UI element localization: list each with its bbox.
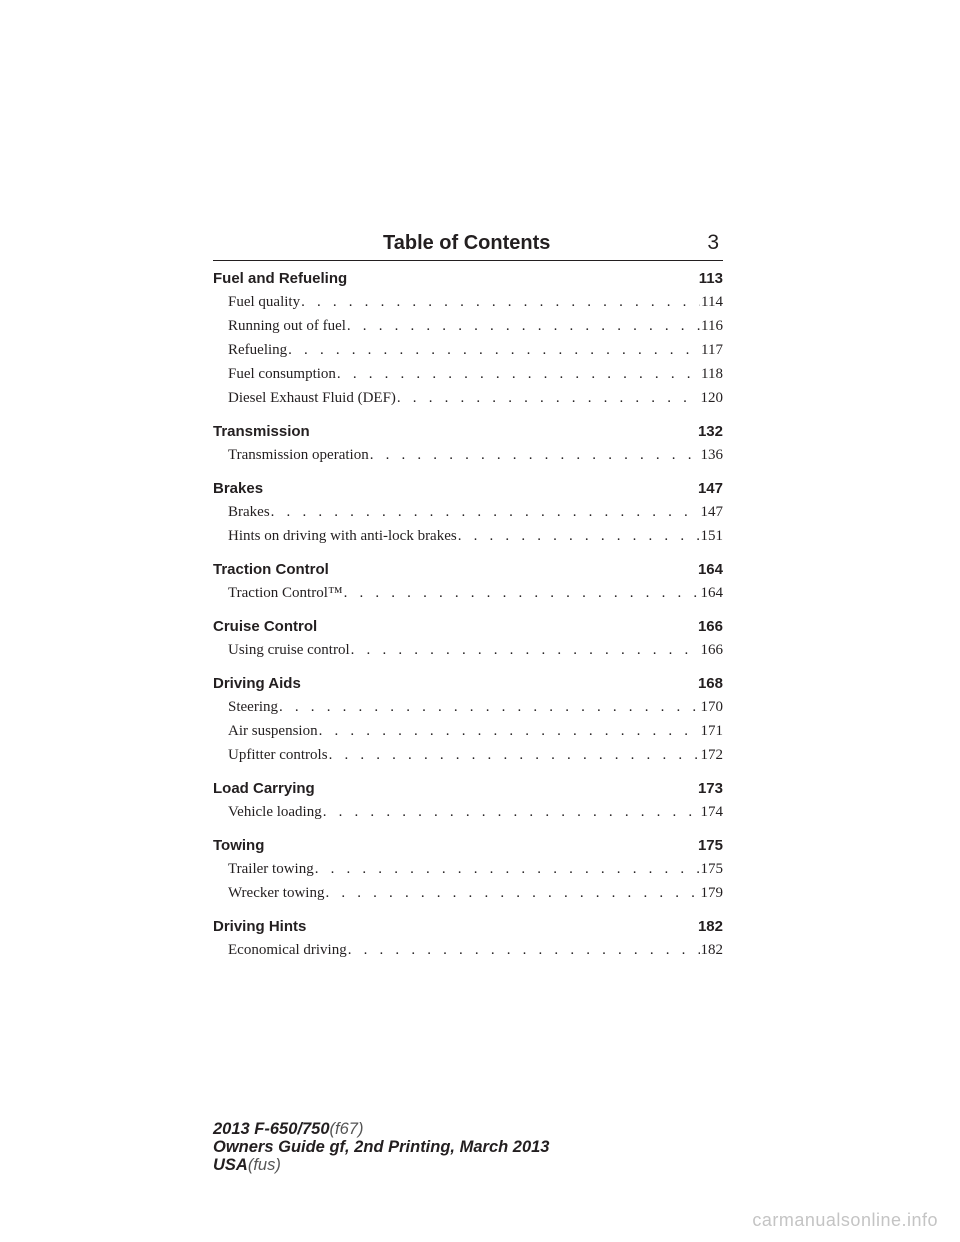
section-heading[interactable] xyxy=(213,559,723,582)
section-page: 132 xyxy=(697,423,723,440)
toc-section xyxy=(213,673,723,768)
entry-title: Using cruise control xyxy=(228,642,350,658)
section-title: Brakes xyxy=(213,480,264,497)
page-number: 3 xyxy=(707,231,719,254)
entry-page: 171 xyxy=(700,723,723,739)
toc-entry[interactable] xyxy=(213,639,723,663)
footer-market-code: (fus) xyxy=(247,1156,281,1174)
entry-page: 182 xyxy=(700,942,723,958)
section-heading[interactable] xyxy=(213,421,723,444)
dot-leader xyxy=(344,582,700,606)
entry-title: Fuel consumption xyxy=(228,366,336,382)
toc-entry[interactable] xyxy=(213,339,723,363)
entry-page: 116 xyxy=(701,318,723,334)
entry-title: Running out of fuel xyxy=(228,318,346,334)
section-title: Cruise Control xyxy=(213,618,318,635)
footer-line-3 xyxy=(213,1156,550,1174)
entry-page: 136 xyxy=(700,447,723,463)
dot-leader xyxy=(397,387,700,411)
section-title: Transmission xyxy=(213,423,310,440)
entry-title: Traction Control™ xyxy=(228,585,343,601)
footer-model: 2013 F-650/750 xyxy=(213,1120,330,1138)
dot-leader xyxy=(323,801,700,825)
entry-page: 147 xyxy=(700,504,723,520)
section-title: Driving Aids xyxy=(213,675,301,692)
entry-page: 174 xyxy=(700,804,723,820)
footer-market: USA xyxy=(213,1156,248,1174)
toc-section xyxy=(213,421,723,468)
dot-leader xyxy=(301,291,700,315)
dot-leader xyxy=(315,858,700,882)
section-heading[interactable] xyxy=(213,268,723,291)
dot-leader xyxy=(325,882,699,906)
dot-leader xyxy=(458,525,700,549)
table-of-contents xyxy=(213,268,723,973)
section-title: Load Carrying xyxy=(213,780,315,797)
entry-page: 120 xyxy=(700,390,723,406)
section-page: 168 xyxy=(697,675,723,692)
dot-leader xyxy=(348,939,700,963)
entry-title: Air suspension xyxy=(228,723,318,739)
section-title: Traction Control xyxy=(213,561,329,578)
dot-leader xyxy=(347,315,700,339)
entry-title: Hints on driving with anti-lock brakes xyxy=(228,528,457,544)
entry-title: Steering xyxy=(228,699,278,715)
footer xyxy=(213,1120,550,1174)
toc-entry[interactable] xyxy=(213,858,723,882)
toc-section xyxy=(213,616,723,663)
toc-entry[interactable] xyxy=(213,315,723,339)
entry-title: Transmission operation xyxy=(228,447,369,463)
dot-leader xyxy=(288,339,700,363)
toc-section xyxy=(213,478,723,549)
section-title: Towing xyxy=(213,837,265,854)
page-title: Table of Contents xyxy=(383,232,551,254)
dot-leader xyxy=(351,639,700,663)
entry-page: 114 xyxy=(701,294,723,310)
toc-entry[interactable] xyxy=(213,882,723,906)
page-header xyxy=(213,228,723,261)
toc-section xyxy=(213,835,723,906)
entry-title: Economical driving xyxy=(228,942,347,958)
entry-page: 164 xyxy=(700,585,723,601)
toc-section xyxy=(213,559,723,606)
entry-title: Vehicle loading xyxy=(228,804,322,820)
entry-page: 179 xyxy=(700,885,723,901)
footer-model-code: (f67) xyxy=(329,1120,364,1138)
dot-leader xyxy=(319,720,700,744)
section-heading[interactable] xyxy=(213,778,723,801)
toc-section xyxy=(213,268,723,411)
toc-entry[interactable] xyxy=(213,501,723,525)
section-title: Fuel and Refueling xyxy=(213,270,348,287)
dot-leader xyxy=(329,744,700,768)
section-title: Driving Hints xyxy=(213,918,307,935)
toc-entry[interactable] xyxy=(213,387,723,411)
toc-entry[interactable] xyxy=(213,582,723,606)
toc-entry[interactable] xyxy=(213,363,723,387)
section-heading[interactable] xyxy=(213,616,723,639)
toc-entry[interactable] xyxy=(213,801,723,825)
watermark: carmanualsonline.info xyxy=(752,1210,938,1230)
section-page: 173 xyxy=(697,780,723,797)
toc-entry[interactable] xyxy=(213,291,723,315)
entry-title: Trailer towing xyxy=(228,861,314,877)
section-heading[interactable] xyxy=(213,916,723,939)
entry-page: 170 xyxy=(700,699,723,715)
entry-title: Fuel quality xyxy=(228,294,301,310)
section-page: 166 xyxy=(697,618,723,635)
section-page: 164 xyxy=(697,561,723,578)
footer-line-1 xyxy=(213,1120,550,1138)
entry-title: Wrecker towing xyxy=(228,885,325,901)
toc-entry[interactable] xyxy=(213,525,723,549)
entry-title: Diesel Exhaust Fluid (DEF) xyxy=(228,390,396,406)
dot-leader xyxy=(337,363,700,387)
section-heading[interactable] xyxy=(213,835,723,858)
entry-page: 166 xyxy=(700,642,723,658)
toc-entry[interactable] xyxy=(213,444,723,468)
toc-entry[interactable] xyxy=(213,720,723,744)
footer-line-2: Owners Guide gf, 2nd Printing, March 2013 xyxy=(213,1138,550,1156)
section-page: 147 xyxy=(697,480,723,497)
entry-page: 118 xyxy=(701,366,723,382)
entry-title: Refueling xyxy=(228,342,288,358)
entry-page: 151 xyxy=(700,528,723,544)
toc-entry[interactable] xyxy=(213,696,723,720)
section-page: 175 xyxy=(697,837,723,854)
toc-section xyxy=(213,916,723,963)
entry-page: 172 xyxy=(700,747,723,763)
section-page: 113 xyxy=(698,270,723,287)
dot-leader xyxy=(279,696,700,720)
section-heading[interactable] xyxy=(213,478,723,501)
section-page: 182 xyxy=(697,918,723,935)
toc-entry[interactable] xyxy=(213,744,723,768)
entry-title: Upfitter controls xyxy=(228,747,328,763)
entry-page: 175 xyxy=(700,861,723,877)
entry-page: 117 xyxy=(701,342,723,358)
section-heading[interactable] xyxy=(213,673,723,696)
toc-entry[interactable] xyxy=(213,939,723,963)
dot-leader xyxy=(370,444,700,468)
entry-title: Brakes xyxy=(228,504,270,520)
dot-leader xyxy=(271,501,700,525)
toc-section xyxy=(213,778,723,825)
